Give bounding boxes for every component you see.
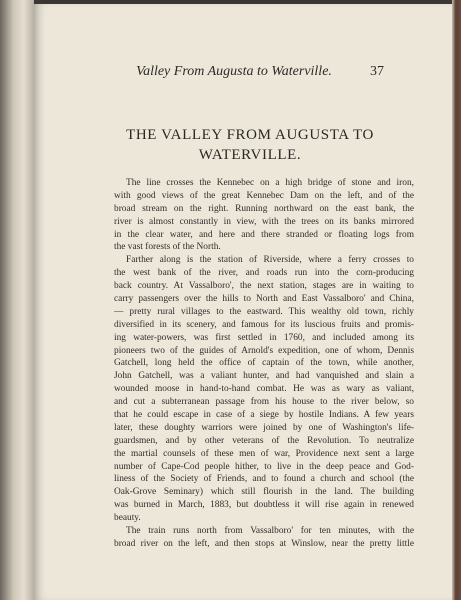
text-line: beauty.: [114, 513, 141, 524]
text-line: carry passengers over the hills to North and East Vassalboro' and China,: [114, 294, 414, 305]
text-line: Oak-Grove Seminary) which still flourish in the land. The building: [114, 487, 414, 498]
text-line: river is almost constantly in view, with the trees on its banks mirrored: [114, 216, 414, 227]
text-line: Gatchell, long held the office of captain of the town, while another,: [114, 358, 414, 369]
running-head: [34, 64, 452, 82]
text-line: broad stream on the right. Running northward on the east bank, the: [114, 203, 414, 214]
book-cover-edge: [452, 0, 461, 600]
body-text: [114, 177, 414, 551]
chapter-title: [88, 125, 412, 165]
running-head-title: Valley From Augusta to Waterville.: [136, 64, 332, 79]
text-line: The line crosses the Kennebec on a high bridge of stone and iron,: [126, 178, 414, 188]
text-line: pioneers two of the guides of Arnold's expedition, one of whom, Dennis: [114, 345, 414, 356]
text-line: the martial counsels of these men of war, Providence next sent a large: [114, 448, 414, 459]
text-line: number of Cape-Cod people hither, to live in the deep peace and God-: [114, 461, 414, 472]
text-line: back country. At Vassalboro', the next station, stages are in waiting to: [114, 281, 414, 292]
text-line: broad river on the left, and then stops at Winslow, near the pretty little: [114, 538, 414, 549]
text-line: — pretty rural villages to the eastward. This wealthy old town, richly: [114, 306, 414, 317]
text-line: later, these doughty warriors were joined by one of Washington's life-: [114, 422, 414, 433]
text-line: the west bank of the river, and roads run into the corn-producing: [114, 268, 414, 279]
text-line: ing water-powers, was first settled in 1760, and included among its: [114, 332, 414, 343]
text-line: that he could escape in case of a siege by hostile Indians. A few years: [114, 410, 414, 421]
text-line: liness of the Society of Friends, and to found a church and school (the: [114, 474, 414, 485]
text-line: and cut a subterranean passage from his house to the river below, so: [114, 397, 414, 408]
text-line: the vast forests of the North.: [114, 242, 221, 253]
text-line: Farther along is the station of Riverside, where a ferry crosses to: [126, 255, 414, 266]
text-line: The train runs north from Vassalboro' for ten minutes, with the: [126, 526, 414, 537]
book-page: [34, 4, 452, 600]
facing-page-edge: [0, 0, 34, 600]
text-line: with good views of the great Kennebec Dam on the left, and of the: [114, 190, 414, 201]
text-line: was burned in March, 1883, but doubtless it will rise again in renewed: [114, 500, 414, 511]
chapter-title-line-2: WATERVILLE.: [198, 147, 302, 163]
text-line: guardsmen, and by other veterans of the Revolution. To neutralize: [114, 435, 414, 446]
chapter-title-line-1: THE VALLEY FROM AUGUSTA TO: [126, 127, 374, 143]
text-line: diversified in its scenery, and famous for its luscious fruits and promis-: [114, 319, 414, 330]
text-line: John Gatchell, was a valiant hunter, and had vanquished and slain a: [114, 371, 414, 382]
text-line: wounded moose in hand-to-hand combat. He was as wary as valiant,: [114, 384, 414, 395]
text-line: in the clear water, and here and there stranded or floating logs from: [114, 229, 414, 240]
page-number: 37: [370, 64, 384, 79]
